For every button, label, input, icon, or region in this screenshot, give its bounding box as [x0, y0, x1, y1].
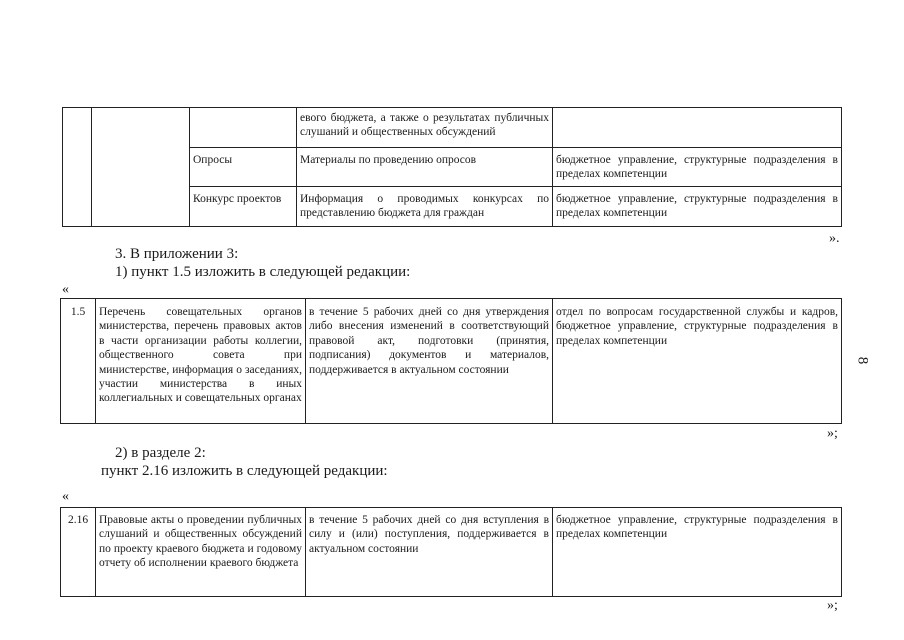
item-number: 1.5: [70, 306, 86, 318]
item-responsible: бюджетное управление, структурные подразделения в пределах компетенции: [556, 514, 838, 541]
table-cell: Материалы по проведению опросов: [300, 154, 477, 166]
opening-quote: «: [62, 489, 69, 504]
closing-quote: »;: [827, 426, 838, 441]
table-cell: бюджетное управление, структурные подразделения в пределах компетенции: [556, 193, 838, 220]
item-deadline: в течение 5 рабочих дней со дня вступления в силу и (или) поступления, поддерживается в актуальном состоянии: [309, 514, 549, 555]
table-cell: евого бюджета, а также о результатах публичных слушаний и общественных обсуждений: [300, 112, 549, 139]
item-number: 2.16: [67, 514, 89, 526]
closing-quote: »;: [827, 598, 838, 613]
section-subheading: 1) пункт 1.5 изложить в следующей редакции:: [115, 264, 411, 280]
section-subheading: пункт 2.16 изложить в следующей редакции:: [101, 463, 388, 479]
table-cell: Информация о проводимых конкурсах по представлению бюджета для граждан: [300, 193, 549, 220]
opening-quote: «: [62, 282, 69, 297]
item-title: Перечень совещательных органов министерства, перечень правовых актов в части организации работы коллегии, общественного совета при министерстве, информация о заседаниях, участии министерства в иных коллегиальных и совещательных органах: [99, 306, 302, 405]
page-number: 8: [854, 356, 871, 365]
item-deadline: в течение 5 рабочих дней со дня утверждения либо внесения изменений в соответствующий правовой акт, подготовки (принятия, подписания) документов и материалов, поддерживается в актуальном состоянии: [309, 306, 549, 376]
table-cell: бюджетное управление, структурные подразделения в пределах компетенции: [556, 154, 838, 181]
table-cell: Опросы: [193, 154, 233, 166]
item-title: Правовые акты о проведении публичных слушаний и общественных обсуждений по проекту краевого бюджета и годовому отчету об исполнении краевого бюджета: [99, 514, 302, 570]
section-heading: 2) в разделе 2:: [115, 445, 206, 461]
section-heading: 3. В приложении 3:: [115, 246, 239, 262]
table-cell: Конкурс проектов: [193, 193, 282, 205]
item-responsible: отдел по вопросам государственной службы и кадров, бюджетное управление, структурные подразделения в пределах компетенции: [556, 306, 838, 347]
closing-quote: ».: [829, 231, 840, 246]
